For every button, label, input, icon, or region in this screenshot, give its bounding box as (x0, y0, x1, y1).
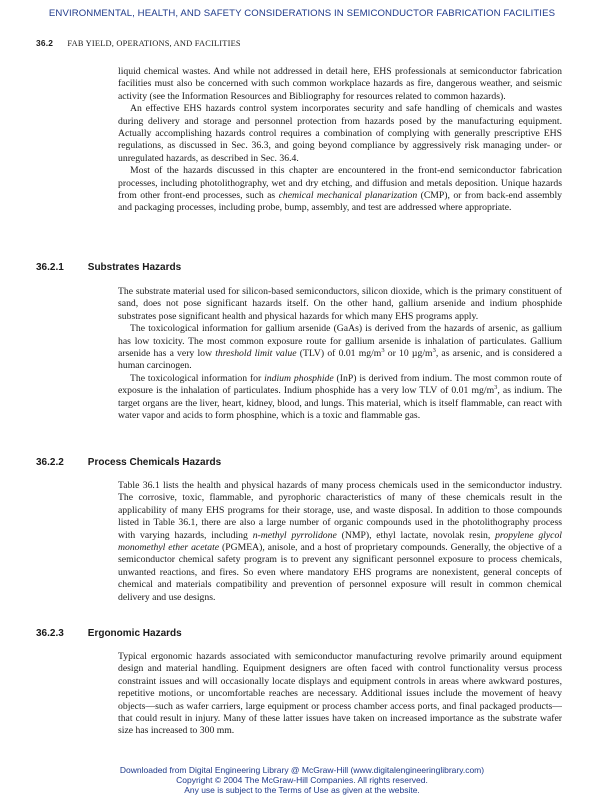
page-header (36, 38, 241, 48)
intro-text (118, 66, 562, 215)
intro-paragraph-2: An effective EHS hazards control system incorporates security and safe handling of chemicals and wastes during delivery and storage and personnel protection from hazards posed by the manufacturing equipment. Actually accomplishing hazards control requires a combination of complying with generally prescriptive EHS regulations, as discussed in Sec. 36.3, and going beyond compliance by aggressively risk managing under- or unregulated hazards, as described in Sec. 36.4. (118, 103, 562, 164)
substrates-text (118, 286, 562, 422)
footer (0, 765, 604, 796)
chapter-title: FAB YIELD, OPERATIONS, AND FACILITIES (67, 39, 241, 48)
section-heading-chemicals (36, 457, 221, 468)
chemicals-paragraph-1: Table 36.1 lists the health and physical hazards of many process chemicals used in the semiconductor industry. The corrosive, toxic, flammable, and pyrophoric characteristics of many of these chemicals result in the applicability of many EHS programs for their storage, use, and waste disposal. In addition to those compounds listed in Table 36.1, there are also a large number of organic compounds used in the photolithography process with varying hazards, including n-methyl pyrrolidone (NMP), ethyl lactate, novolak resin, propylene glycol monomethyl ether acetate (PGMEA), anisole, and a host of proprietary compounds. Generally, the objective of a semiconductor chemical safety program is to prevent any significant personnel exposure to process chemicals, unwanted reactions, and fires. So even where mandatory EHS programs are nonexistent, general concepts of chemical and materials compatibility and prevention of personnel exposure will result in common chemical delivery and use designs. (118, 480, 562, 603)
substrates-paragraph-3: The toxicological information for indium phosphide (InP) is derived from indium. The most common route of exposure is the inhalation of particulates. Indium phosphide has a very low TLV of 0.01 $mg/m^3$, as indium. The target organs are the liver, heart, kidney, blood, and lungs. This material, which is itself flammable, can react with water vapor and acids to form phosphine, which is a toxic and flammable gas. (118, 372, 563, 422)
section-number: 36.2.3 (36, 628, 64, 639)
section-title: Process Chemicals Hazards (87, 457, 222, 468)
ergonomic-text (118, 651, 562, 738)
footer-copyright-line: Copyright © 2004 The McGraw-Hill Companies. All rights reserved. (176, 775, 428, 786)
section-number: 36.2.1 (36, 262, 64, 273)
section-heading-ergonomic (36, 628, 182, 639)
substrates-paragraph-2: The toxicological information for gallium arsenide (GaAs) is derived from the hazards of arsenic, as gallium has low toxicity. The most common exposure route for gallium arsenide is inhalation of particulates. Gallium arsenide has a very low threshold limit value (TLV) of 0.01 $mg/m^3$ or 10 $\mu g/m^3$, as arsenic, and is considered a human carcinogen. (118, 323, 562, 372)
section-title: Ergonomic Hazards (87, 628, 182, 639)
substrates-paragraph-1: The substrate material used for silicon-based semiconductors, silicon dioxide, which is the primary constituent of sand, does not pose significant hazards itself. On the other hand, gallium arsenide and indium phosphide substrates pose significant health and physical hazards for which many EHS programs apply. (118, 286, 562, 322)
ergonomic-paragraph-1: Typical ergonomic hazards associated with semiconductor manufacturing revolve primarily around equipment design and material handling. Equipment designers are often faced with control functionality versus process constraint issues and will occasionally locate displays and equipment controls in areas where awkward postures, repetitive motions, or uncomfortable reaches are necessary. Additional issues include the movement of heavy objects—such as wafer carriers, large equipment or process chamber access ports, and final packaged products—that could result in injury. Many of these latter issues have taken on increased importance as the substrate wafer size has increased to 300 mm. (118, 651, 562, 737)
page-number: 36.2 (36, 38, 54, 48)
section-heading-substrates (36, 262, 181, 273)
intro-paragraph-1: liquid chemical wastes. And while not addressed in detail here, EHS professionals at semiconductor fabrication facilities must also be concerned with such common workplace hazards as fire, dangerous weather, and seismic activity (see the Information Resources and Bibliography for resources related to common hazards). (118, 66, 562, 102)
running-head: ENVIRONMENTAL, HEALTH, AND SAFETY CONSIDERATIONS IN SEMICONDUCTOR FABRICATION FACILITIES (48, 8, 556, 19)
chemicals-text (118, 480, 562, 604)
section-title: Substrates Hazards (87, 262, 182, 273)
footer-terms-line: Any use is subject to the Terms of Use as given at the website. (184, 785, 420, 796)
footer-download-line[interactable]: Downloaded from Digital Engineering Library @ McGraw-Hill (www.digitalengineeringlibrary.com) (119, 765, 485, 775)
intro-paragraph-3: Most of the hazards discussed in this chapter are encountered in the front-end semiconductor fabrication processes, including photolithography, wet and dry etching, and diffusion and metals deposition. Unique hazards from other front-end processes, such as chemical mechanical planarization (CMP), or from back-end assembly and packaging processes, including probe, bump, assembly, and test are addressed where appropriate. (118, 165, 562, 214)
section-number: 36.2.2 (36, 457, 64, 468)
